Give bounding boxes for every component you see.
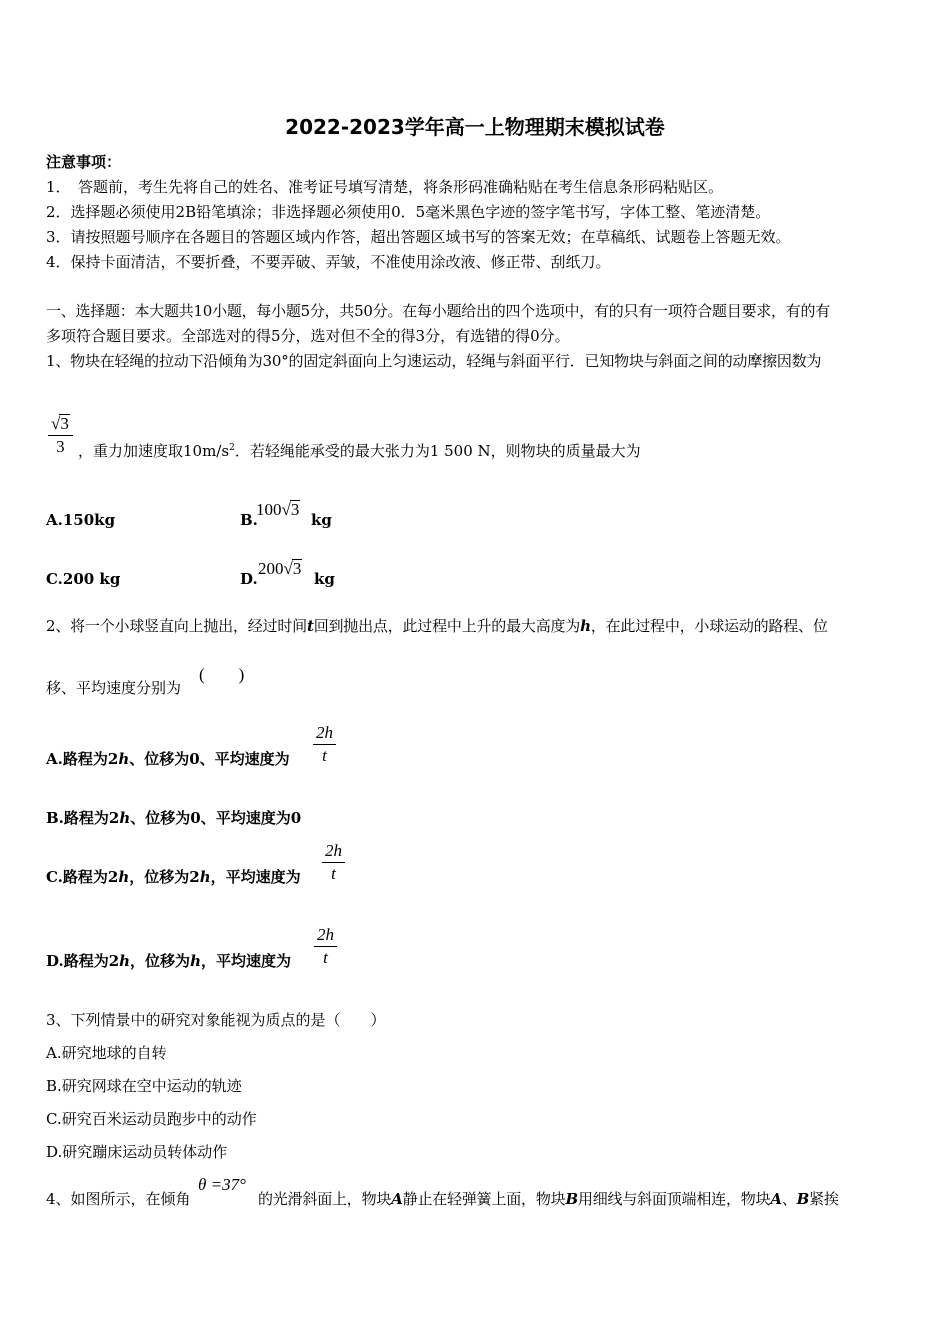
q1-option-d-unit: kg (314, 570, 335, 588)
q1-line2-a: ，重力加速度取10m/s (78, 442, 230, 460)
q1-line2-b: ．若轻绳能承受的最大张力为1 500 N，则物块的质量最大为 (234, 442, 641, 460)
q2-line1-c: ，在此过程中，小球运动的路程、位 (590, 617, 828, 635)
q4-line1-f: 紧挨 (809, 1190, 839, 1208)
q1-option-a: A.150kg (46, 511, 116, 529)
q1-stem-line2 (78, 438, 641, 461)
q1-option-d-value: 200√3 (258, 559, 302, 578)
section-instructions-line1: 一、选择题：本大题共10小题，每小题5分，共50分。在每小题给出的四个选项中，有的只有一项符合题目要求，有的有 (46, 302, 830, 320)
q2-option-a-text-b: 、位移为0、平均速度为 (129, 750, 290, 768)
q2-option-d-text-a: D.路程为2 (46, 952, 120, 970)
notes-item-2: 2．选择题必须使用2B铅笔填涂；非选择题必须使用0．5毫米黑色字迹的签字笔书写，字体工整、笔迹清楚。 (46, 203, 771, 221)
q4-var-a-2: A (770, 1190, 782, 1208)
q4-var-a: A (391, 1190, 403, 1208)
q4-var-b-2: B (796, 1190, 810, 1208)
q1-frac-num: 3 (60, 414, 69, 433)
notes-item-1: 1． 答题前，考生先将自己的姓名、准考证号填写清楚，将条形码准确粘贴在考生信息条形码粘贴区。 (46, 178, 724, 196)
q4-line1-c: 静止在轻弹簧上面，物块 (402, 1190, 566, 1208)
q3-option-d: D.研究蹦床运动员转体动作 (46, 1143, 228, 1161)
q3-stem: 3、下列情景中的研究对象能视为质点的是（ ） (46, 1011, 386, 1029)
q2-option-b-text-b: 、位移为0、平均速度为0 (130, 809, 302, 827)
q2-option-d-fraction (314, 924, 337, 969)
q2-option-b (46, 808, 301, 828)
q2-option-c-frac-num: 2h (322, 840, 345, 863)
q1-option-b-rad: 3 (290, 500, 300, 519)
q2-option-a (46, 749, 290, 769)
q1-option-d-label: D. (240, 570, 258, 588)
q3-option-c: C.研究百米运动员跑步中的动作 (46, 1110, 257, 1128)
q2-option-c-frac-den: t (331, 864, 336, 883)
q2-option-d-text-c: ，平均速度为 (200, 952, 291, 970)
q2-option-d-text-b: ，位移为 (130, 952, 191, 970)
section-instructions-line2: 多项符合题目要求。全部选对的得5分，选对但不全的得3分，有选错的得0分。 (46, 327, 570, 345)
q2-option-c-h2: h (199, 868, 211, 886)
q2-stem-line2: 移、平均速度分别为 (46, 679, 182, 697)
q4-line1-e: 、 (781, 1190, 797, 1208)
q3-option-a: A.研究地球的自转 (46, 1044, 167, 1062)
q2-option-a-h: h (118, 750, 130, 768)
q4-angle: θ =37° (198, 1175, 246, 1194)
q1-option-d-coef: 200 (258, 559, 284, 578)
q2-option-d-h2: h (190, 952, 201, 970)
q4-line1-d: 用细线与斜面顶端相连，物块 (577, 1190, 771, 1208)
q2-line1-b: 回到抛出点，此过程中上升的最大高度为 (313, 617, 581, 635)
q1-option-c: C.200 kg (46, 570, 121, 588)
q2-option-a-fraction (313, 722, 336, 767)
q2-option-c-text-b: ，位移为2 (129, 868, 200, 886)
q1-stem-line1: 1、物块在轻绳的拉动下沿倾角为30°的固定斜面向上匀速运动，轻绳与斜面平行．已知物块与斜面之间的动摩擦因数为 (46, 352, 822, 370)
q1-option-b-value: 100√3 (256, 500, 300, 519)
q1-line2-sup: 2 (229, 443, 235, 453)
q2-option-b-h: h (119, 809, 131, 827)
q4-line1-b: 的光滑斜面上，物块 (258, 1190, 392, 1208)
q2-option-d-frac-den: t (323, 948, 328, 967)
q2-option-c (46, 867, 301, 887)
q2-option-a-text-a: A.路程为2 (46, 750, 119, 768)
q2-option-d-frac-num: 2h (314, 924, 337, 947)
q1-option-d-rad: 3 (292, 559, 302, 578)
q1-option-b-coef: 100 (256, 500, 282, 519)
q2-option-a-frac-den: t (322, 746, 327, 765)
q2-var-h: h (580, 617, 591, 635)
q2-option-a-frac-num: 2h (313, 722, 336, 745)
q2-option-c-text-a: C.路程为2 (46, 868, 119, 886)
q2-option-d-h1: h (119, 952, 131, 970)
q1-option-b-unit: kg (311, 511, 332, 529)
q2-stem-line1 (46, 616, 828, 636)
q2-answer-paren: ( ) (199, 665, 245, 684)
q2-option-d (46, 951, 291, 971)
q2-var-t: t (306, 617, 314, 635)
q4-stem-rest (258, 1189, 839, 1209)
q2-line1-a: 2、将一个小球竖直向上抛出，经过时间 (46, 617, 307, 635)
q3-option-b: B.研究网球在空中运动的轨迹 (46, 1077, 242, 1095)
q2-option-b-text-a: B.路程为2 (46, 809, 120, 827)
notes-heading: 注意事项： (46, 153, 122, 171)
q2-option-c-text-c: ，平均速度为 (210, 868, 301, 886)
q1-fraction-sqrt3-over-3: $\frac{√3}{3}$ (48, 413, 73, 458)
q1-frac-den: 3 (56, 437, 65, 456)
q4-stem-a: 4、如图所示，在倾角 (46, 1190, 191, 1208)
page-title: 2022-2023学年高一上物理期末模拟试卷 (285, 115, 665, 139)
notes-item-4: 4．保持卡面清洁，不要折叠，不要弄破、弄皱，不准使用涂改液、修正带、刮纸刀。 (46, 253, 611, 271)
q4-var-b: B (565, 1190, 578, 1208)
q1-option-b-label: B. (240, 511, 258, 529)
q2-option-c-fraction (322, 840, 345, 885)
notes-item-3: 3．请按照题号顺序在各题目的答题区域内作答，超出答题区域书写的答案无效；在草稿纸、试题卷上答题无效。 (46, 228, 791, 246)
q2-option-c-h1: h (118, 868, 130, 886)
